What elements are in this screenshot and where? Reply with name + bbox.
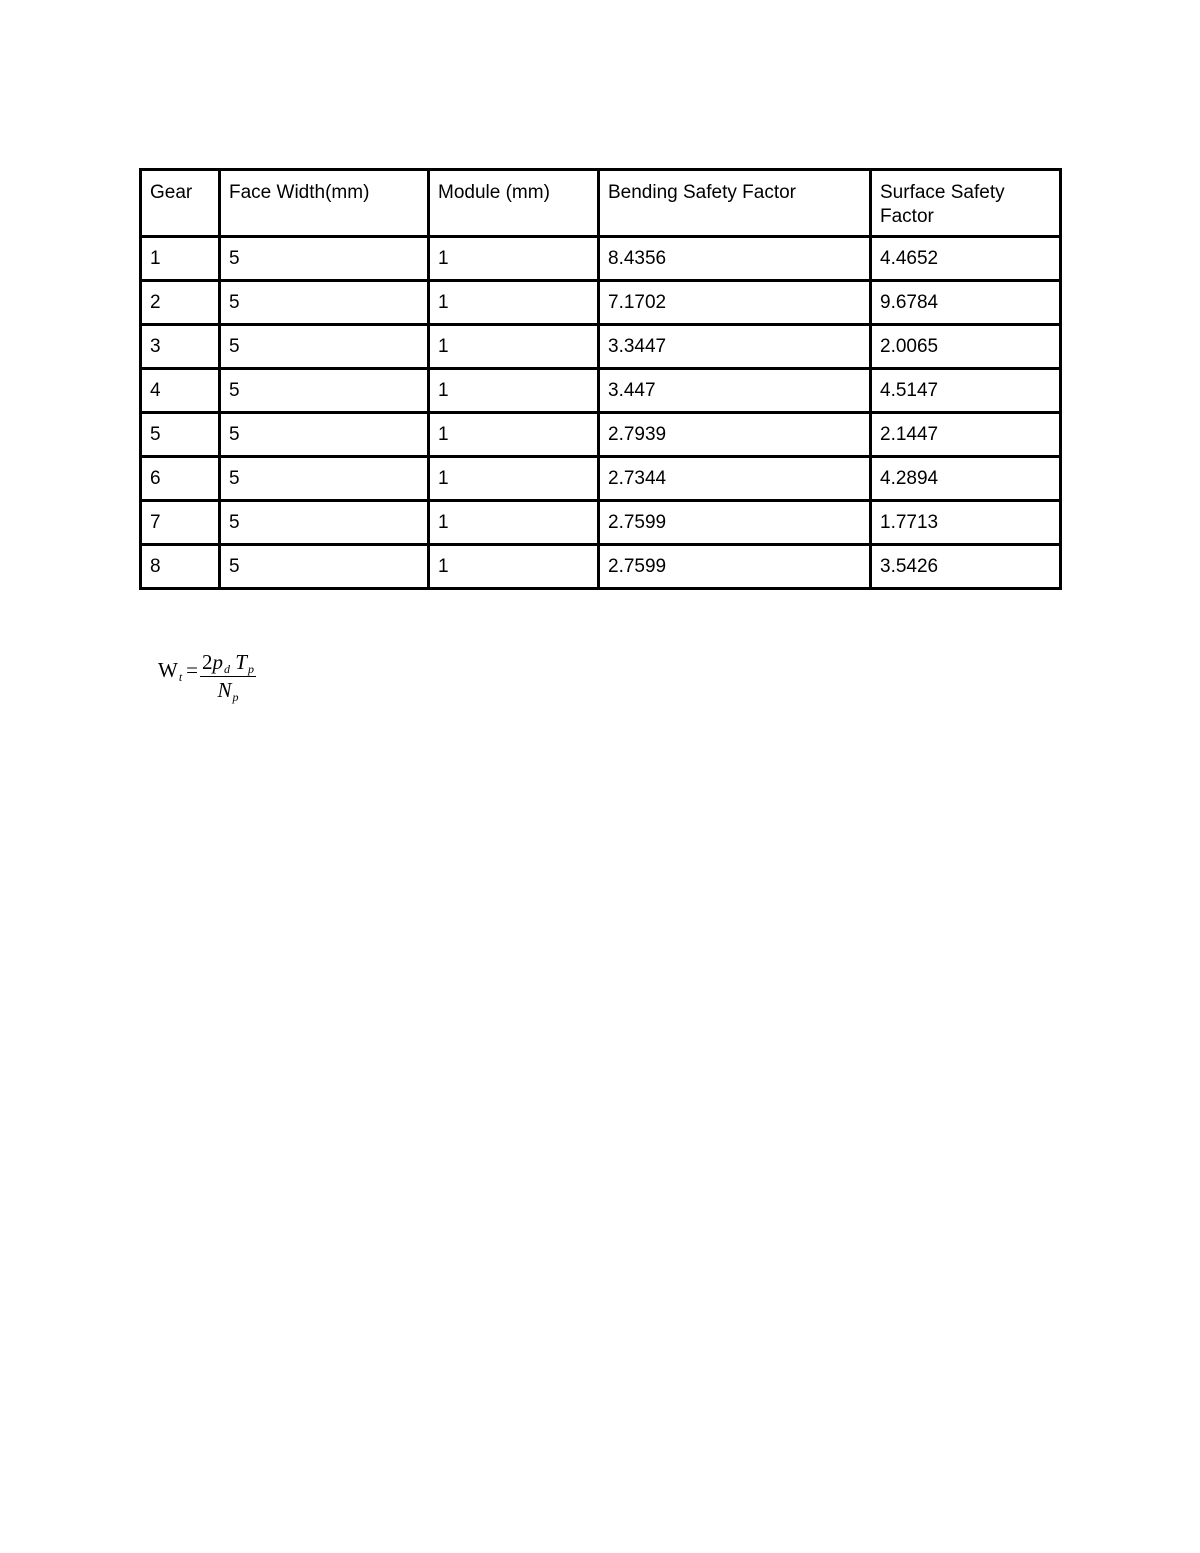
formula-lhs-symbol: W (158, 658, 178, 682)
numerator-p-subscript: d (224, 662, 231, 676)
formula-lhs-subscript: t (178, 670, 183, 684)
tangential-load-formula (158, 644, 256, 704)
cell-surface-safety-factor: 2.0065 (871, 325, 1061, 369)
cell-face-width: 5 (220, 501, 429, 545)
table-row (141, 501, 1061, 545)
cell-gear: 4 (141, 369, 220, 413)
cell-module: 1 (429, 413, 599, 457)
cell-gear: 2 (141, 281, 220, 325)
header-surface-safety-factor: Surface Safety Factor (871, 170, 1061, 237)
numerator-t-subscript: p (247, 662, 254, 676)
header-face-width: Face Width(mm) (220, 170, 429, 237)
cell-bending-safety-factor: 2.7599 (599, 501, 871, 545)
table-row (141, 325, 1061, 369)
cell-bending-safety-factor: 8.4356 (599, 237, 871, 281)
cell-gear: 6 (141, 457, 220, 501)
header-gear: Gear (141, 170, 220, 237)
cell-gear: 5 (141, 413, 220, 457)
cell-surface-safety-factor: 4.4652 (871, 237, 1061, 281)
header-module: Module (mm) (429, 170, 599, 237)
cell-module: 1 (429, 237, 599, 281)
cell-bending-safety-factor: 7.1702 (599, 281, 871, 325)
table-row (141, 237, 1061, 281)
table-row (141, 413, 1061, 457)
formula-equals: = (186, 658, 199, 682)
cell-module: 1 (429, 325, 599, 369)
cell-face-width: 5 (220, 237, 429, 281)
cell-module: 1 (429, 457, 599, 501)
table-row (141, 457, 1061, 501)
formula-lhs (158, 658, 182, 683)
cell-module: 1 (429, 369, 599, 413)
numerator-t: T (235, 650, 247, 674)
table-row (141, 281, 1061, 325)
cell-face-width: 5 (220, 457, 429, 501)
formula-numerator (200, 650, 256, 677)
cell-module: 1 (429, 545, 599, 589)
denominator-n: N (217, 678, 232, 702)
table-row (141, 545, 1061, 589)
header-bending-safety-factor: Bending Safety Factor (599, 170, 871, 237)
cell-face-width: 5 (220, 369, 429, 413)
cell-bending-safety-factor: 3.447 (599, 369, 871, 413)
cell-face-width: 5 (220, 325, 429, 369)
numerator-p: p (212, 650, 224, 674)
cell-face-width: 5 (220, 281, 429, 325)
cell-surface-safety-factor: 4.2894 (871, 457, 1061, 501)
cell-surface-safety-factor: 1.7713 (871, 501, 1061, 545)
cell-gear: 1 (141, 237, 220, 281)
cell-gear: 8 (141, 545, 220, 589)
cell-gear: 7 (141, 501, 220, 545)
cell-gear: 3 (141, 325, 220, 369)
cell-surface-safety-factor: 9.6784 (871, 281, 1061, 325)
cell-face-width: 5 (220, 413, 429, 457)
formula-fraction (200, 650, 256, 703)
table-header-row (141, 170, 1061, 237)
cell-bending-safety-factor: 2.7939 (599, 413, 871, 457)
cell-bending-safety-factor: 3.3447 (599, 325, 871, 369)
numerator-coefficient: 2 (202, 650, 213, 674)
cell-module: 1 (429, 281, 599, 325)
formula-denominator (217, 677, 238, 703)
cell-module: 1 (429, 501, 599, 545)
cell-surface-safety-factor: 2.1447 (871, 413, 1061, 457)
gear-safety-table (139, 168, 1062, 590)
cell-bending-safety-factor: 2.7599 (599, 545, 871, 589)
cell-face-width: 5 (220, 545, 429, 589)
denominator-n-subscript: p (232, 690, 239, 704)
table-row (141, 369, 1061, 413)
table-body (141, 237, 1061, 589)
cell-surface-safety-factor: 3.5426 (871, 545, 1061, 589)
cell-bending-safety-factor: 2.7344 (599, 457, 871, 501)
cell-surface-safety-factor: 4.5147 (871, 369, 1061, 413)
